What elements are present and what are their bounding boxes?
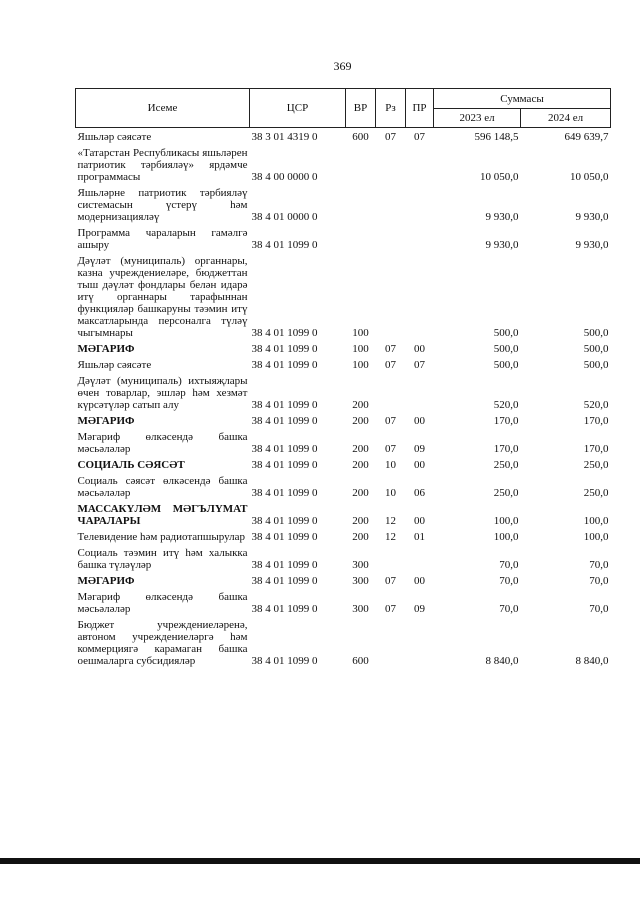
table-row [76, 252, 611, 340]
row-vr: 200 [352, 515, 369, 527]
header-vr: ВР [346, 89, 376, 128]
header-pr: ПР [406, 89, 434, 128]
table-row [76, 144, 611, 184]
row-csr-code: 38 4 01 1099 0 [251, 239, 318, 251]
row-vr [346, 224, 376, 252]
row-pr: 01 [414, 531, 425, 543]
row-amount-2023: 500,0 [493, 327, 519, 339]
row-pr [406, 224, 434, 252]
page-number: 369 [333, 59, 352, 73]
table-row [76, 472, 611, 500]
row-pr: 00 [414, 415, 425, 427]
row-name: СОЦИАЛЬ СӘЯСӘТ [77, 459, 185, 471]
table-row [76, 500, 611, 528]
row-vr: 600 [352, 655, 369, 667]
row-name: Мәгариф өлкәсендә башка мәсьәләләр [77, 431, 248, 455]
row-vr: 200 [352, 443, 369, 455]
row-name: МӘГАРИФ [77, 343, 135, 355]
table-body [76, 128, 611, 669]
row-amount-2024: 500,0 [583, 343, 609, 355]
row-pr: 07 [414, 359, 425, 371]
row-name: Программа чараларын гамәлгә ашыру [77, 227, 248, 251]
row-vr: 200 [352, 399, 369, 411]
header-name: Исеме [76, 89, 250, 128]
table-row [76, 588, 611, 616]
row-amount-2024: 170,0 [583, 443, 609, 455]
row-name: «Татарстан Республикасы яшьләрен патриотик тәрбияләү» ярдәмче программасы [77, 147, 248, 183]
row-amount-2023: 70,0 [499, 559, 519, 571]
row-rz: 07 [385, 131, 396, 143]
row-rz [376, 372, 406, 412]
header-year-2024: 2024 ел [521, 109, 611, 128]
table-row [76, 224, 611, 252]
row-csr-code: 38 4 01 0000 0 [251, 211, 318, 223]
row-pr: 00 [414, 515, 425, 527]
row-name: Мәгариф өлкәсендә башка мәсьәләләр [77, 591, 248, 615]
row-pr [406, 252, 434, 340]
row-csr-code: 38 4 01 1099 0 [251, 399, 318, 411]
row-name: МӘГАРИФ [77, 415, 135, 427]
row-amount-2023: 596 148,5 [474, 131, 519, 143]
row-name: Телевидение һәм радиотапшырулар [77, 531, 246, 543]
row-vr: 100 [352, 359, 369, 371]
row-amount-2024: 500,0 [583, 359, 609, 371]
row-amount-2023: 500,0 [493, 359, 519, 371]
table-header [76, 89, 611, 128]
header-year-2023: 2023 ел [434, 109, 521, 128]
row-name: Бюджет учреждениеләренә, автоном учреждениеләргә һәм коммерциягә карамаган башка оешмаларга субсидияләр [77, 619, 248, 667]
row-pr: 00 [414, 343, 425, 355]
row-csr-code: 38 4 01 1099 0 [251, 487, 318, 499]
header-sums: Суммасы [434, 89, 611, 109]
row-csr-code: 38 4 01 1099 0 [251, 415, 318, 427]
row-pr: 09 [414, 443, 425, 455]
row-name: Дәүләт (муниципаль) органнары, казна учреждениеләре, бюджеттан тыш дәүләт фондлары белән идарә итү органнары тарафыннан функцияләр башкаруны тәэмин итү максатларында персоналга түләү чыгымнары [77, 255, 248, 339]
row-vr: 300 [352, 575, 369, 587]
row-pr [406, 544, 434, 572]
row-amount-2024: 70,0 [589, 559, 609, 571]
row-rz: 07 [385, 415, 396, 427]
row-amount-2023: 10 050,0 [480, 171, 519, 183]
row-vr [346, 184, 376, 224]
row-name: Яшьләр сәясәте [77, 131, 152, 143]
row-amount-2024: 649 639,7 [564, 131, 609, 143]
row-amount-2023: 8 840,0 [485, 655, 519, 667]
row-csr-code: 38 4 01 1099 0 [251, 327, 318, 339]
row-amount-2023: 170,0 [493, 443, 519, 455]
row-rz [376, 616, 406, 668]
row-csr-code: 38 3 01 4319 0 [251, 131, 318, 143]
row-csr-code: 38 4 01 1099 0 [251, 343, 318, 355]
row-rz: 12 [385, 515, 396, 527]
row-pr: 07 [414, 131, 425, 143]
row-pr [406, 616, 434, 668]
row-amount-2023: 100,0 [493, 515, 519, 527]
row-amount-2023: 9 930,0 [485, 211, 519, 223]
row-rz [376, 544, 406, 572]
table-row [76, 128, 611, 145]
row-csr-code: 38 4 01 1099 0 [251, 531, 318, 543]
row-pr: 00 [414, 575, 425, 587]
row-rz: 12 [385, 531, 396, 543]
table-row [76, 544, 611, 572]
header-csr: ЦСР [250, 89, 346, 128]
row-amount-2024: 500,0 [583, 327, 609, 339]
row-amount-2024: 8 840,0 [575, 655, 609, 667]
row-name: Яшьләр сәясәте [77, 359, 152, 371]
table-row [76, 572, 611, 588]
row-csr-code: 38 4 01 1099 0 [251, 459, 318, 471]
row-vr: 200 [352, 415, 369, 427]
row-amount-2023: 170,0 [493, 415, 519, 427]
row-csr-code: 38 4 01 1099 0 [251, 655, 318, 667]
row-csr-code: 38 4 01 1099 0 [251, 359, 318, 371]
row-rz: 07 [385, 603, 396, 615]
row-rz: 07 [385, 359, 396, 371]
row-vr: 300 [352, 559, 369, 571]
row-amount-2023: 250,0 [493, 487, 519, 499]
row-name: МӘГАРИФ [77, 575, 135, 587]
row-vr: 300 [352, 603, 369, 615]
row-name: Социаль тәэмин итү һәм халыкка башка түләүләр [77, 547, 248, 571]
row-amount-2023: 9 930,0 [485, 239, 519, 251]
table-row [76, 428, 611, 456]
row-amount-2024: 9 930,0 [575, 239, 609, 251]
row-amount-2024: 10 050,0 [570, 171, 609, 183]
table-row [76, 340, 611, 356]
row-rz: 07 [385, 343, 396, 355]
row-vr: 200 [352, 487, 369, 499]
row-csr-code: 38 4 01 1099 0 [251, 575, 318, 587]
row-pr [406, 184, 434, 224]
header-rz: Рз [376, 89, 406, 128]
row-vr: 200 [352, 459, 369, 471]
table-row [76, 528, 611, 544]
row-csr-code: 38 4 00 0000 0 [251, 171, 318, 183]
row-rz [376, 184, 406, 224]
row-amount-2024: 170,0 [583, 415, 609, 427]
table-row [76, 356, 611, 372]
row-csr-code: 38 4 01 1099 0 [251, 443, 318, 455]
row-amount-2023: 500,0 [493, 343, 519, 355]
scan-edge-bar [0, 858, 640, 864]
row-name: Социаль сәясәт өлкәсендә башка мәсьәләләр [77, 475, 248, 499]
row-csr-code: 38 4 01 1099 0 [251, 559, 318, 571]
row-amount-2024: 520,0 [583, 399, 609, 411]
row-rz [376, 144, 406, 184]
table-row [76, 412, 611, 428]
row-amount-2023: 70,0 [499, 575, 519, 587]
table-row [76, 184, 611, 224]
row-pr [406, 372, 434, 412]
row-amount-2023: 520,0 [493, 399, 519, 411]
row-name: Яшьләрне патриотик тәрбияләү системасын үстерү һәм модернизацияләү [77, 187, 248, 223]
row-vr: 200 [352, 531, 369, 543]
table-row [76, 372, 611, 412]
row-pr: 06 [414, 487, 425, 499]
table-row [76, 616, 611, 668]
row-csr-code: 38 4 01 1099 0 [251, 603, 318, 615]
row-name: МАССАКҮЛӘМ МӘГЪЛҮМАТ ЧАРАЛАРЫ [77, 503, 248, 527]
row-rz [376, 252, 406, 340]
budget-table [75, 88, 611, 668]
row-pr: 00 [414, 459, 425, 471]
row-rz: 07 [385, 443, 396, 455]
row-amount-2024: 100,0 [583, 531, 609, 543]
row-name: Дәүләт (муниципаль) ихтыяҗлары өчен товарлар, эшләр һәм хезмәт күрсәтүләр сатып алу [77, 375, 248, 411]
row-rz: 07 [385, 575, 396, 587]
row-vr: 600 [352, 131, 369, 143]
row-vr: 100 [352, 327, 369, 339]
row-amount-2024: 9 930,0 [575, 211, 609, 223]
row-rz: 10 [385, 487, 396, 499]
row-amount-2024: 70,0 [589, 575, 609, 587]
row-vr [346, 144, 376, 184]
row-amount-2024: 100,0 [583, 515, 609, 527]
row-csr-code: 38 4 01 1099 0 [251, 515, 318, 527]
table-row [76, 456, 611, 472]
row-amount-2023: 70,0 [499, 603, 519, 615]
row-amount-2024: 250,0 [583, 487, 609, 499]
row-amount-2024: 70,0 [589, 603, 609, 615]
row-amount-2024: 250,0 [583, 459, 609, 471]
row-vr: 100 [352, 343, 369, 355]
row-amount-2023: 250,0 [493, 459, 519, 471]
row-pr [406, 144, 434, 184]
row-rz [376, 224, 406, 252]
row-amount-2023: 100,0 [493, 531, 519, 543]
row-rz: 10 [385, 459, 396, 471]
row-pr: 09 [414, 603, 425, 615]
